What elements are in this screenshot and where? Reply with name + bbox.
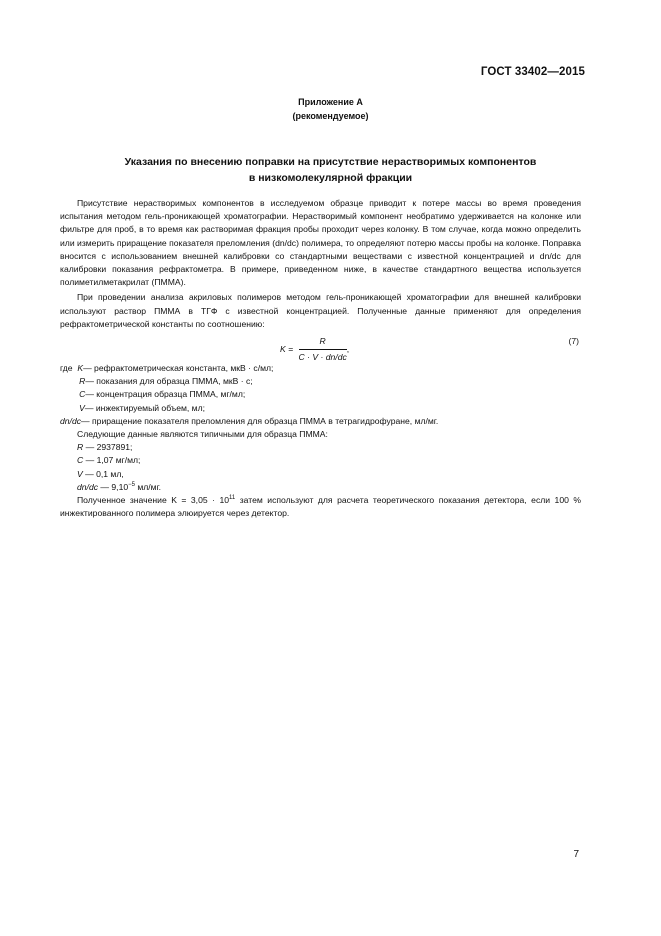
definition-text: — инжектируемый объем, мл; <box>84 402 205 413</box>
value-item <box>77 454 581 467</box>
formula-number: (7) <box>568 336 579 347</box>
heading-line-1: Указания по внесению поправки на присутствие нерастворимых компонентов <box>124 156 537 168</box>
formula-lhs: K = <box>280 344 294 354</box>
formula-trail: , <box>346 344 350 354</box>
paragraph-result <box>60 494 581 520</box>
annex-type: (рекомендуемое) <box>292 111 369 121</box>
definition-symbol: K <box>77 363 84 374</box>
definition-lead <box>60 402 79 415</box>
value-text: — 0,1 мл, <box>82 468 124 479</box>
paragraph-calibration: При проведении анализа акриловых полимеров методом гель-проникающей хроматографии для внешней калибровки используют раствор ПММА в ТГФ с известной концентрацией. Полученные данные применяют для определения рефрактометрической константы по соотношению: <box>60 292 581 329</box>
section-heading <box>60 154 601 186</box>
formula-denominator: C · V · dn/dc <box>298 352 347 363</box>
typical-values-intro: Следующие данные являются типичными для образца ПММА: <box>77 429 328 440</box>
result-exponent: 11 <box>229 495 236 502</box>
annex-title: Приложение А <box>298 97 363 107</box>
value-symbol: C <box>77 455 84 466</box>
value-item <box>77 481 581 494</box>
value-text: — 2937891; <box>83 442 133 453</box>
formula-numerator: R <box>299 335 347 350</box>
typical-values <box>60 428 581 494</box>
value-symbol: R <box>77 442 84 453</box>
definition-symbol: C <box>79 389 86 400</box>
value-text: — 9,10 <box>98 481 129 492</box>
definition-item <box>60 375 581 388</box>
formula-expression <box>280 335 349 364</box>
result-suffix: затем используют для расчета теоретического показания детектора, если 100 % инжектированного полимера элюируется через детектор. <box>60 495 582 519</box>
definition-text: — рефрактометрическая константа, мкВ · с/мл; <box>83 363 274 374</box>
document-body <box>60 197 581 522</box>
paragraph-intro: Присутствие нерастворимых компонентов в исследуемом образце приводит к потере массы во время проведения испытания методом гель-проникающей хроматографии. Нерастворимый компонент необратимо удерживается на колонке или фильтре для проб, в то время как растворимая фракция пробы проходит через колонку. В том случае, когда можно определить или измерить приращение показателя преломления (dn/dc) полимера, то определяют потерю массы пробы на колонке. Поправка вносится с использованием внешней калибровки со стандартными веществами с известной концентрацией и dn/dc для калибровки показания рефрактометра. В примере, приведенном ниже, в качестве стандартного вещества используется полиметилметакрилат (ПММА). <box>60 198 581 288</box>
value-symbol: V <box>77 468 83 479</box>
value-item <box>77 441 581 454</box>
value-tail: мл/мг. <box>134 481 162 492</box>
heading-line-2: в низкомолекулярной фракции <box>248 172 413 184</box>
definition-item <box>60 402 581 415</box>
page-number: 7 <box>573 849 579 860</box>
definition-text: — приращение показателя преломления для образца ПММА в тетрагидрофуране, мл/мг. <box>81 415 439 426</box>
standard-number: ГОСТ 33402—2015 <box>480 66 585 78</box>
formula-7 <box>60 333 581 363</box>
definition-symbol: V <box>79 402 85 413</box>
definition-lead <box>60 375 79 388</box>
formula-fraction <box>298 335 350 364</box>
annex-block <box>0 95 661 123</box>
definition-lead <box>60 388 79 401</box>
definition-text: — концентрация образца ПММА, мг/мл; <box>85 389 246 400</box>
definition-text: — показания для образца ПММА, мкВ · с; <box>85 376 253 387</box>
definition-symbol: R <box>79 376 86 387</box>
definition-lead: где <box>60 363 78 374</box>
definition-item <box>60 415 581 428</box>
definitions-list <box>60 362 581 428</box>
definition-symbol: dn/dc <box>60 415 82 426</box>
value-item <box>77 468 581 481</box>
definition-item <box>60 388 581 401</box>
value-text: — 1,07 мг/мл; <box>83 455 141 466</box>
result-prefix: Полученное значение K = 3,05 · 10 <box>77 495 230 506</box>
value-exponent: −5 <box>128 482 135 488</box>
value-symbol: dn/dc <box>77 481 99 492</box>
